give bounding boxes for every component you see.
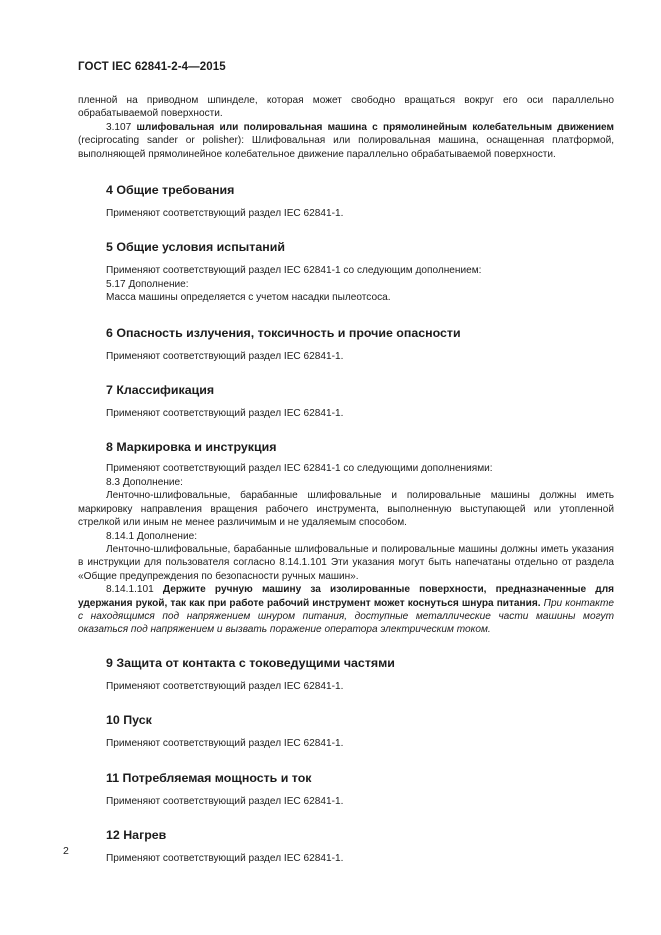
section-10-title: 10 Пуск <box>106 713 152 728</box>
section-5-text: Применяют соответствующий раздел IEC 62841-1 со следующим дополнением: <box>106 265 482 277</box>
section-11-text: Применяют соответствующий раздел IEC 62841-1. <box>106 795 344 807</box>
section-8-text: Применяют соответствующий раздел IEC 62841-1 со следующими дополнениями: <box>106 463 493 475</box>
section-5-title: 5 Общие условия испытаний <box>106 240 285 255</box>
section-4-title: 4 Общие требования <box>106 183 235 198</box>
section-4-text: Применяют соответствующий раздел IEC 62841-1. <box>106 208 344 220</box>
section-8-3-heading: 8.3 Дополнение: <box>106 476 183 488</box>
section-8-14-1-101-number: 8.14.1.101 <box>106 584 154 596</box>
section-5-sub-heading: 5.17 Дополнение: <box>106 278 189 290</box>
page-header: ГОСТ IEC 62841-2-4—2015 <box>78 61 226 73</box>
section-8-14-1-heading: 8.14.1 Дополнение: <box>106 530 197 542</box>
warning-italic-text: При контакте с находящимся под напряжением шнуром питания, доступные металлические части машины могут оказаться под напряжением и вызвать поражение оператора электрическим током. <box>78 597 614 636</box>
definition-3-107 <box>78 121 614 161</box>
section-9-title: 9 Защита от контакта с токоведущими частями <box>106 655 395 670</box>
section-6-text: Применяют соответствующий раздел IEC 62841-1. <box>106 350 344 362</box>
section-8-3-text: Ленточно-шлифовальные, барабанные шлифовальные и полировальные машины должны иметь маркировку направления вращения рабочего инструмента, выполненную выступающей или утопленной стрелкой или иным не менее различимым и не удаляемым способом. <box>78 490 614 529</box>
definition-english: (reciprocating sander or polisher): <box>78 135 252 147</box>
section-7-text: Применяют соответствующий раздел IEC 62841-1. <box>106 408 344 420</box>
definition-number: 3.107 <box>106 121 132 133</box>
section-12-text: Применяют соответствующий раздел IEC 62841-1. <box>106 852 344 864</box>
section-5-sub-text: Масса машины определяется с учетом насадки пылеотсоса. <box>106 292 391 304</box>
page-content <box>78 94 614 865</box>
warning-bold-text: Держите ручную машину за изолированные поверхности, предназначенные для удержания рукой, так как при работе рабочий инструмент может коснуться шнура питания. <box>78 584 614 609</box>
section-6-title: 6 Опасность излучения, токсичность и прочие опасности <box>106 325 461 340</box>
section-11-title: 11 Потребляемая мощность и ток <box>106 770 312 785</box>
section-10-text: Применяют соответствующий раздел IEC 62841-1. <box>106 738 344 750</box>
section-8-14-1-text: Ленточно-шлифовальные, барабанные шлифовальные и полировальные машины должны иметь указания в инструкции для пользователя согласно 8.14.1.101 Эти указания могут быть напечатаны отдельно от раздела «Общие предупреждения по безопасности ручных машин». <box>78 543 614 582</box>
intro-continuation: пленной на приводном шпинделе, которая может свободно вращаться вокруг его оси параллельно обрабатываемой поверхности. <box>78 95 614 120</box>
section-8-title: 8 Маркировка и инструкция <box>106 440 277 455</box>
section-7-title: 7 Классификация <box>106 383 215 398</box>
definition-text: Шлифовальная или полировальная машина, оснащенная платформой, выполняющей прямолинейное колебательное движение параллельно обрабатываемой поверхности. <box>78 135 615 160</box>
section-8-14-1-101 <box>78 583 614 637</box>
page-number: 2 <box>63 845 69 857</box>
section-12-title: 12 Нагрев <box>106 827 167 842</box>
section-9-text: Применяют соответствующий раздел IEC 62841-1. <box>106 680 344 692</box>
definition-term: шлифовальная или полировальная машина с прямолинейным колебательным движением <box>136 121 614 133</box>
